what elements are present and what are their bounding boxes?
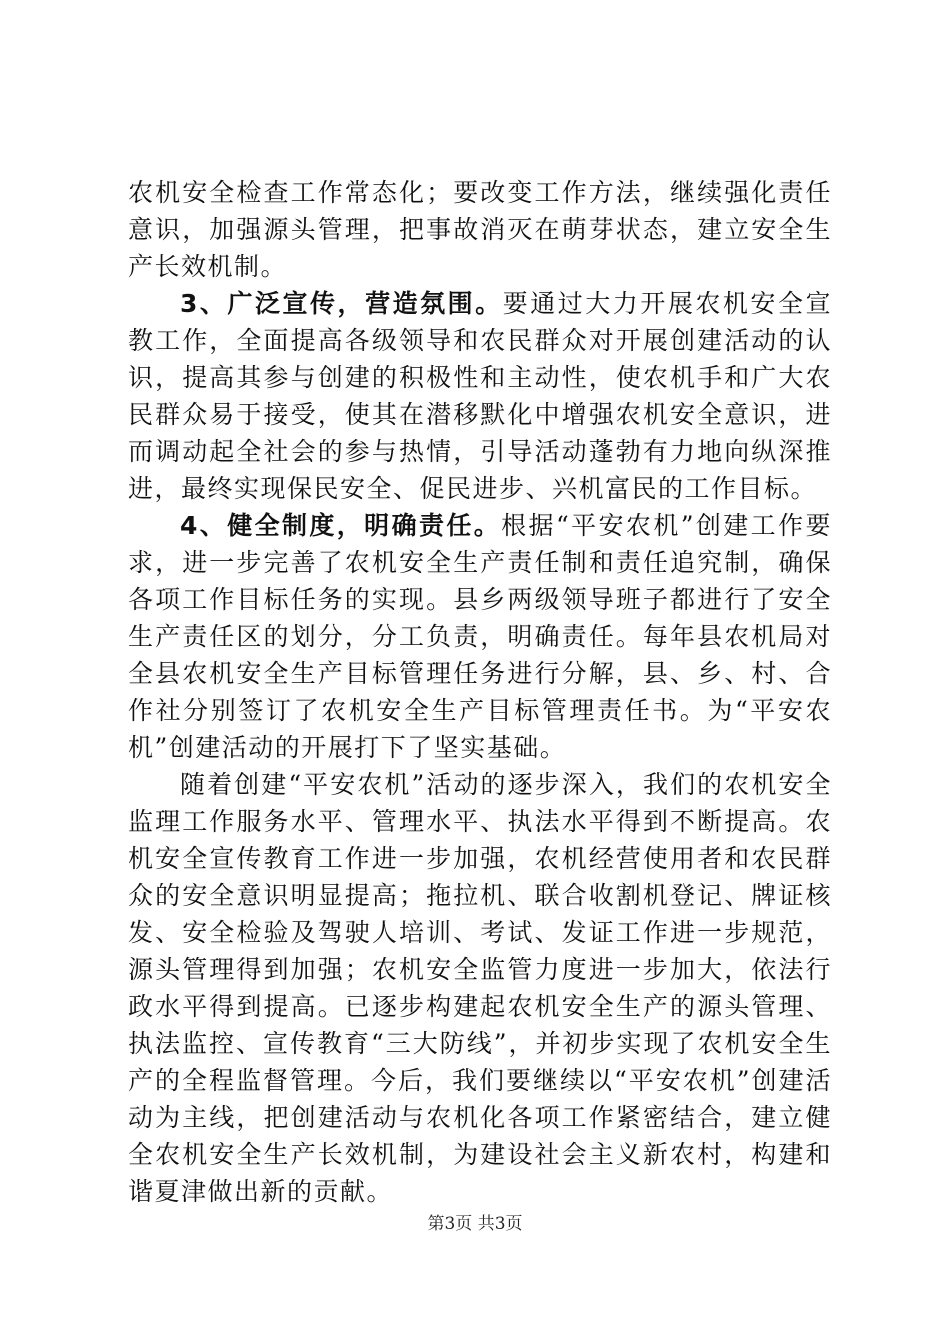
section-heading-3: 3、广泛宣传，营造氛围。 [180, 289, 503, 318]
paragraph-4 [128, 766, 832, 1210]
page-number: 第3页 共3页 [427, 1214, 523, 1234]
paragraph-2-text: 要通过大力开展农机安全宣教工作，全面提高各级领导和农民群众对开展创建活动的认识，提高其参与创建的积极性和主动性，使农机手和广大农民群众易于接受，使其在潜移默化中增强农机安全意识，进而调动起全社会的参与热情，引导活动蓬勃有力地向纵深推进，最终实现保民安全、促民进步、兴机富民的工作目标。 [128, 289, 832, 503]
page-footer [0, 1213, 950, 1235]
paragraph-4-text: 随着创建“平安农机”活动的逐步深入，我们的农机安全监理工作服务水平、管理水平、执法水平得到不断提高。农机安全宣传教育工作进一步加强，农机经营使用者和农民群众的安全意识明显提高；拖拉机、联合收割机登记、牌证核发、安全检验及驾驶人培训、考试、发证工作进一步规范，源头管理得到加强；农机安全监管力度进一步加大，依法行政水平得到提高。已逐步构建起农机安全生产的源头管理、执法监控、宣传教育“三大防线”，并初步实现了农机安全生产的全程监督管理。今后，我们要继续以“平安农机”创建活动为主线，把创建活动与农机化各项工作紧密结合，建立健全农机安全生产长效机制，为建设社会主义新农村，构建和谐夏津做出新的贡献。 [128, 770, 832, 1206]
document-body [128, 174, 832, 1210]
section-heading-4: 4、健全制度，明确责任。 [180, 511, 502, 540]
paragraph-3-text: 根据“平安农机”创建工作要求，进一步完善了农机安全生产责任制和责任追究制，确保各项工作目标任务的实现。县乡两级领导班子都进行了安全生产责任区的划分，分工负责，明确责任。每年县农机局对全县农机安全生产目标管理任务进行分解，县、乡、村、合作社分别签订了农机安全生产目标管理责任书。为“平安农机”创建活动的开展打下了坚实基础。 [128, 511, 832, 762]
paragraph-1 [128, 174, 832, 285]
paragraph-1-text: 农机安全检查工作常态化；要改变工作方法，继续强化责任意识，加强源头管理，把事故消灭在萌芽状态，建立安全生产长效机制。 [128, 178, 832, 281]
paragraph-2 [128, 285, 832, 507]
paragraph-3 [128, 507, 832, 766]
